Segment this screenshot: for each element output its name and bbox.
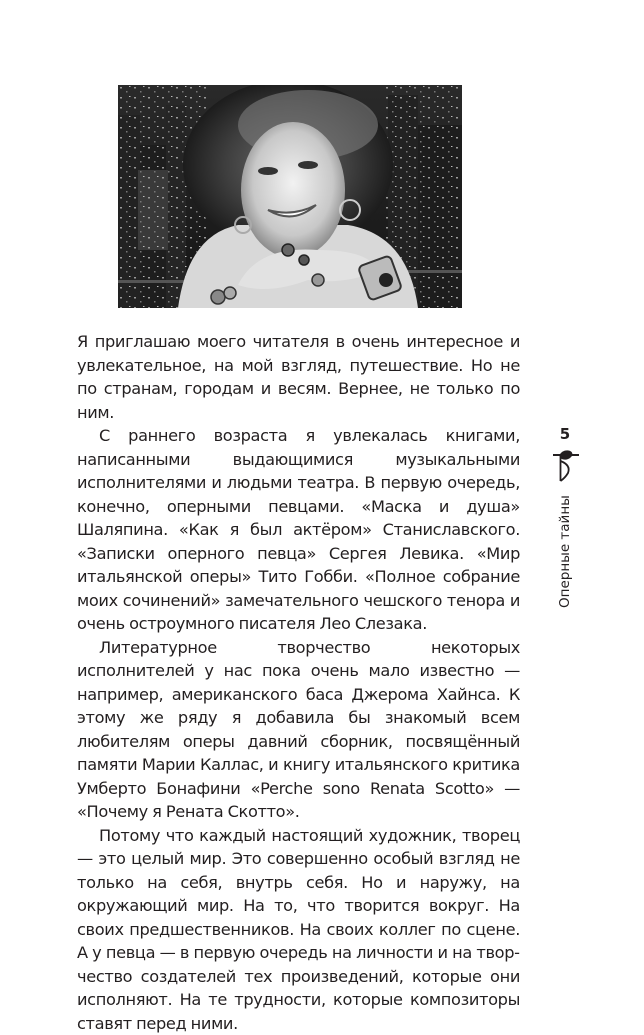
body-text bbox=[77, 330, 520, 1035]
music-note-icon bbox=[551, 449, 581, 489]
paragraph-1: Я приглашаю моего читателя в очень интересное и увлекательное, на мой взгляд, путешествие. Но не по странам, городам и весям. Вернее, не только по ним. bbox=[77, 330, 520, 424]
running-head: Оперные тайны bbox=[557, 503, 573, 608]
page-sidebar bbox=[548, 425, 584, 625]
paragraph-3: Литературное творчество некоторых исполнителей у нас пока очень мало известно — например, американского баса Джерома Хайнса. К этому же ряду я добавила бы знакомый всем любителям оперы давний сборник, посвящённый памяти Марии Каллас, и книгу итальянского критика Умберто Бонафини «Perche sono Renata Scotto» — «Почему я Рената Скотто». bbox=[77, 636, 520, 824]
portrait-photo bbox=[118, 85, 462, 308]
paragraph-2: С раннего возраста я увлекалась книгами, написанными выдающимися музыкальными исполнителями и людьми театра. В первую очередь, конечно, оперными певцами. «Маска и душа» Шаляпина. «Как я был актёром» Станиславского. «Записки оперного певца» Сергея Левика. «Мир итальянской оперы» Тито Гобби. «Полное собрание моих сочинений» замечательного чешского тенора и очень остроумного писателя Лео Слезака. bbox=[77, 424, 520, 636]
page-number: 5 bbox=[548, 425, 582, 443]
portrait-image bbox=[118, 85, 462, 308]
paragraph-4: Потому что каждый настоящий художник, творец — это целый мир. Это совершенно особый взгляд не только на себя, внутрь себя. Но и наружу, на окружающий мир. На то, что творится вокруг. На своих предшественников. На своих коллег по сцене. А у певца — в первую очередь на личности и на творчество создателей тех произведений, которые они исполняют. На те трудности, которые композиторы ставят перед ними. bbox=[77, 824, 520, 1035]
